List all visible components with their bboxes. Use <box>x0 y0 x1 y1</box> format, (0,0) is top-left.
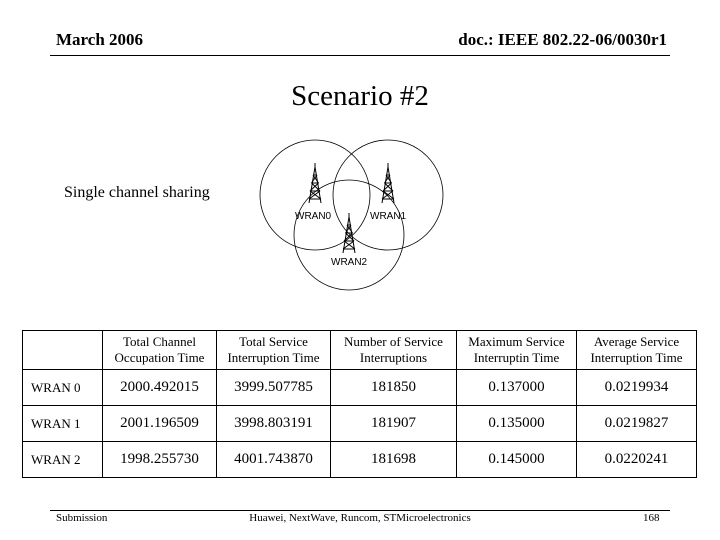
table-cell: 181850 <box>331 370 457 406</box>
footer-authors: Huawei, NextWave, Runcom, STMicroelectronics <box>249 512 471 524</box>
header-cell-empty <box>23 331 103 370</box>
table-cell: 2000.492015 <box>103 370 217 406</box>
table-cell: 3998.803191 <box>217 406 331 442</box>
header-divider <box>50 55 670 56</box>
footer-submission: Submission <box>56 512 108 524</box>
wran0-label: WRAN0 <box>295 211 332 222</box>
table-cell: 1998.255730 <box>103 442 217 478</box>
table-cell: 0.0220241 <box>577 442 697 478</box>
row-label: WRAN 1 <box>23 406 103 442</box>
table-cell: 0.145000 <box>457 442 577 478</box>
table-cell: 3999.507785 <box>217 370 331 406</box>
wran2-label: WRAN2 <box>331 257 368 268</box>
slide-subtitle: Single channel sharing <box>64 184 210 201</box>
tower-icon <box>309 163 321 203</box>
header-number-of-interruptions: Number of Service Interruptions <box>331 331 457 370</box>
row-label: WRAN 0 <box>23 370 103 406</box>
page-number: 168 <box>643 512 660 524</box>
footer-divider <box>50 510 670 511</box>
header-avg-interruption-time: Average Service Interruption Time <box>577 331 697 370</box>
slide-title: Scenario #2 <box>291 80 429 112</box>
table-cell: 181907 <box>331 406 457 442</box>
table-cell: 181698 <box>331 442 457 478</box>
table-row <box>23 370 697 406</box>
table-header-row <box>23 331 697 370</box>
table-row <box>23 442 697 478</box>
wran1-label: WRAN1 <box>370 211 407 222</box>
table-cell: 0.0219827 <box>577 406 697 442</box>
table-cell: 0.135000 <box>457 406 577 442</box>
header-total-channel-occupation: Total Channel Occupation Time <box>103 331 217 370</box>
header-max-interruption-time: Maximum Service Interruptin Time <box>457 331 577 370</box>
coverage-diagram <box>255 135 445 295</box>
tower-icon <box>382 163 394 203</box>
header-total-service-interruption: Total Service Interruption Time <box>217 331 331 370</box>
table-cell: 4001.743870 <box>217 442 331 478</box>
tower-icon <box>343 213 355 253</box>
table-cell: 0.0219934 <box>577 370 697 406</box>
header-doc-id: doc.: IEEE 802.22-06/0030r1 <box>458 30 667 49</box>
table-cell: 0.137000 <box>457 370 577 406</box>
table-row <box>23 406 697 442</box>
table-cell: 2001.196509 <box>103 406 217 442</box>
header-date: March 2006 <box>56 30 144 49</box>
row-label: WRAN 2 <box>23 442 103 478</box>
results-table <box>22 330 697 478</box>
